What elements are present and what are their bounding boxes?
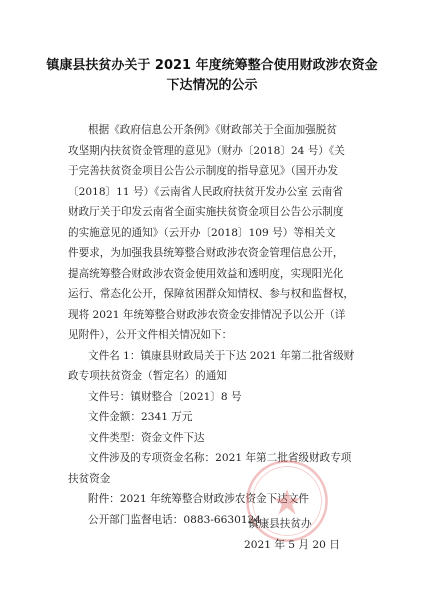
signature-date: 2021 年 5 月 20 日 [244,538,340,551]
body-line: 〔2018〕11 号）《云南省人民政府扶贫开发办公室 云南省 [68,185,343,198]
file-name-line: 文件名 1：镇康县财政局关于下达 2021 年第二批省级财 [88,349,355,362]
signature-block [244,514,340,555]
attachment-line: 附件：2021 年统筹整合财政涉农资金下达文件 [88,493,310,505]
body-line: 件要求，为加强我县统筹整合财政涉农资金管理信息公开， [68,247,344,259]
body-line: 财政厅关于印发云南省全面实施扶贫资金项目公告公示制度 [68,206,344,218]
body-line: 提高统筹整合财政涉农资金使用效益和透明度，实现阳光化 [68,267,344,280]
fund-name-line: 文件涉及的专项资金名称：2021 年第二批省级财政专项 [88,452,352,464]
title-line-1: 镇康县扶贫办关于 2021 年度统筹整合使用财政涉农资金 [46,58,378,73]
file-amount-line: 文件金额：2341 万元 [88,411,193,423]
body-line: 见附件），公开文件相关情况如下： [68,329,233,341]
signature-org: 镇康县扶贫办 [248,518,312,530]
fund-name-line-cont: 扶贫资金 [68,472,111,485]
body-line: 于完善扶贫资金项目公告公示制度的指导意见》（国开办发 [68,165,339,177]
body-line: 运行、常态化公开，保障贫困群众知情权、参与权和监督权， [68,288,355,300]
document-title [40,56,384,96]
file-type-line: 文件类型：资金文件下达 [88,431,205,444]
body-line: 现将 2021 年统筹整合财政涉农资金安排情况予以公开（详 [68,308,346,321]
file-number-line: 文件号：镇财整合〔2021〕8 号 [88,390,242,403]
body-line: 的实施意见的通知》（云开办〔2018〕109 号）等相关文 [68,226,336,239]
file-name-line-cont: 政专项扶贫资金（暂定名）的通知 [68,370,227,382]
body-line: 根据《政府信息公开条例》《财政部关于全面加强脱贫 [88,124,337,136]
hotline-line: 公开部门监督电话：0883-6630124 [88,513,262,526]
body-line: 攻坚期内扶贫资金管理的意见》（财办〔2018〕24 号）《关 [68,144,345,157]
title-line-2: 下达情况的公示 [166,78,258,93]
